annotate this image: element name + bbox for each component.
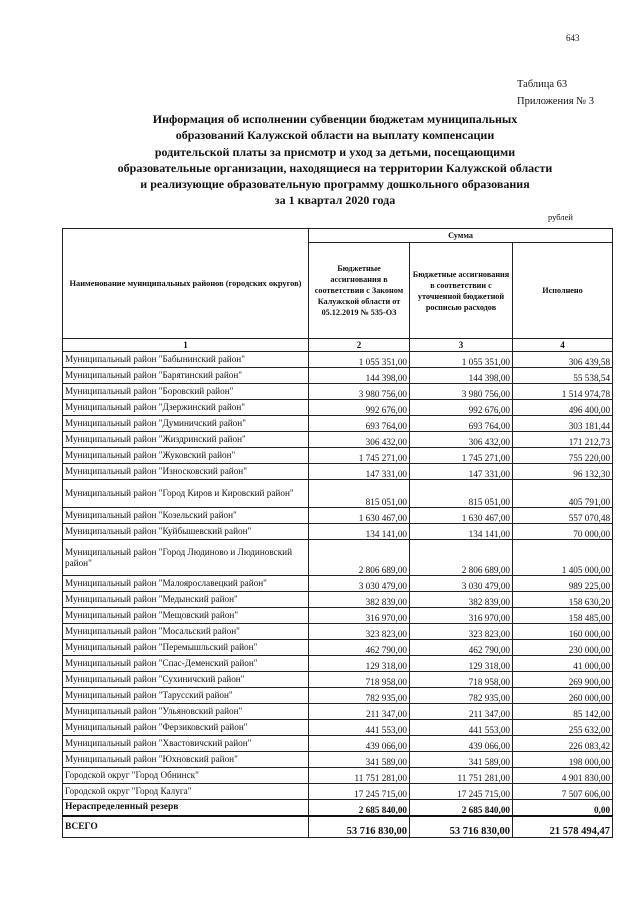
row-executed: 198 000,00 bbox=[513, 752, 613, 768]
row-executed: 4 901 830,00 bbox=[513, 768, 613, 784]
table-row bbox=[63, 432, 613, 448]
row-name: Муниципальный район "Хвастовичский район" bbox=[63, 736, 309, 752]
row-name: Муниципальный район "Козельский район" bbox=[63, 508, 309, 524]
row-law-allocation: 1 745 271,00 bbox=[309, 448, 410, 464]
row-executed: 260 000,00 bbox=[513, 688, 613, 704]
row-executed: 158 485,00 bbox=[513, 608, 613, 624]
column-index: 3 bbox=[410, 339, 513, 352]
row-name: Муниципальный район "Барятинский район" bbox=[63, 368, 309, 384]
row-adjusted-allocation: 718 958,00 bbox=[410, 672, 513, 688]
column-index: 1 bbox=[63, 339, 309, 352]
row-name: Муниципальный район "Город Киров и Кировский район" bbox=[63, 480, 309, 508]
row-name: Городской округ "Город Обнинск" bbox=[63, 768, 309, 784]
row-executed: 158 630,20 bbox=[513, 592, 613, 608]
table-row bbox=[63, 688, 613, 704]
row-adjusted-allocation: 323 823,00 bbox=[410, 624, 513, 640]
table-row bbox=[63, 508, 613, 524]
units-label: рублей bbox=[548, 212, 573, 222]
row-name: Муниципальный район "Думиничский район" bbox=[63, 416, 309, 432]
header-law-allocation: Бюджетные ассигнования в соответствии с Законом Калужской области от 05.12.2019 № 535-ОЗ bbox=[309, 243, 410, 339]
row-adjusted-allocation: 992 676,00 bbox=[410, 400, 513, 416]
appendix-label: Приложения № 3 bbox=[517, 96, 595, 107]
row-executed: 306 439,58 bbox=[513, 352, 613, 368]
row-name: Муниципальный район "Жиздринский район" bbox=[63, 432, 309, 448]
table-row bbox=[63, 368, 613, 384]
table-row bbox=[63, 752, 613, 768]
row-executed: 21 578 494,47 bbox=[513, 816, 613, 838]
title-line: Информация об исполнении субвенции бюджетам муниципальных bbox=[152, 112, 518, 126]
row-law-allocation: 718 958,00 bbox=[309, 672, 410, 688]
row-name: Муниципальный район "Куйбышевский район" bbox=[63, 524, 309, 540]
row-law-allocation: 134 141,00 bbox=[309, 524, 410, 540]
title-line: образований Калужской области на выплату компенсации bbox=[175, 128, 495, 143]
row-name: Муниципальный район "Перемышльский район" bbox=[63, 640, 309, 656]
row-law-allocation: 3 030 479,00 bbox=[309, 576, 410, 592]
title-line: и реализующие образовательную программу дошкольного образования bbox=[140, 177, 530, 192]
row-executed: 96 132,30 bbox=[513, 464, 613, 480]
row-name: Муниципальный район "Сухиничский район" bbox=[63, 672, 309, 688]
table-row bbox=[63, 608, 613, 624]
table-row bbox=[63, 720, 613, 736]
title-line: за 1 квартал 2020 года bbox=[274, 193, 396, 208]
row-executed: 405 791,00 bbox=[513, 480, 613, 508]
table-row bbox=[63, 656, 613, 672]
row-executed: 303 181,44 bbox=[513, 416, 613, 432]
row-executed: 496 400,00 bbox=[513, 400, 613, 416]
row-law-allocation: 462 790,00 bbox=[309, 640, 410, 656]
row-executed: 171 212,73 bbox=[513, 432, 613, 448]
row-law-allocation: 144 398,00 bbox=[309, 368, 410, 384]
row-law-allocation: 17 245 715,00 bbox=[309, 784, 410, 800]
row-executed: 226 083,42 bbox=[513, 736, 613, 752]
row-adjusted-allocation: 441 553,00 bbox=[410, 720, 513, 736]
row-law-allocation: 147 331,00 bbox=[309, 464, 410, 480]
row-adjusted-allocation: 382 839,00 bbox=[410, 592, 513, 608]
row-law-allocation: 211 347,00 bbox=[309, 704, 410, 720]
row-adjusted-allocation: 11 751 281,00 bbox=[410, 768, 513, 784]
title-line: родительской платы за присмотр и уход за детьми, посещающими bbox=[154, 144, 516, 159]
row-name: Муниципальный район "Дзержинский район" bbox=[63, 400, 309, 416]
row-adjusted-allocation: 53 716 830,00 bbox=[410, 816, 513, 838]
row-law-allocation: 992 676,00 bbox=[309, 400, 410, 416]
row-law-allocation: 3 980 756,00 bbox=[309, 384, 410, 400]
table-row bbox=[63, 704, 613, 720]
row-name: Муниципальный район "Спас-Деменский район" bbox=[63, 656, 309, 672]
row-adjusted-allocation: 462 790,00 bbox=[410, 640, 513, 656]
row-adjusted-allocation: 147 331,00 bbox=[410, 464, 513, 480]
row-law-allocation: 323 823,00 bbox=[309, 624, 410, 640]
table-row bbox=[63, 524, 613, 540]
row-name: Муниципальный район "Мещовский район" bbox=[63, 608, 309, 624]
row-executed: 557 070,48 bbox=[513, 508, 613, 524]
row-executed: 0,00 bbox=[513, 800, 613, 816]
table-row bbox=[63, 400, 613, 416]
row-adjusted-allocation: 693 764,00 bbox=[410, 416, 513, 432]
row-law-allocation: 382 839,00 bbox=[309, 592, 410, 608]
row-adjusted-allocation: 439 066,00 bbox=[410, 736, 513, 752]
column-index: 4 bbox=[513, 339, 613, 352]
row-adjusted-allocation: 129 318,00 bbox=[410, 656, 513, 672]
page-number: 643 bbox=[566, 33, 580, 43]
row-adjusted-allocation: 1 055 351,00 bbox=[410, 352, 513, 368]
row-name: Муниципальный район "Город Людиново и Людиновский район" bbox=[63, 540, 309, 576]
row-adjusted-allocation: 2 806 689,00 bbox=[410, 540, 513, 576]
row-name: Муниципальный район "Боровский район" bbox=[63, 384, 309, 400]
row-law-allocation: 1 630 467,00 bbox=[309, 508, 410, 524]
table-row bbox=[63, 640, 613, 656]
subvention-table bbox=[62, 228, 613, 838]
row-executed: 1 514 974,78 bbox=[513, 384, 613, 400]
table-row bbox=[63, 624, 613, 640]
row-name: Муниципальный район "Ферзиковский район" bbox=[63, 720, 309, 736]
table-row bbox=[63, 352, 613, 368]
row-executed: 70 000,00 bbox=[513, 524, 613, 540]
row-adjusted-allocation: 782 935,00 bbox=[410, 688, 513, 704]
row-name: Муниципальный район "Бабынинский район" bbox=[63, 352, 309, 368]
row-law-allocation: 1 055 351,00 bbox=[309, 352, 410, 368]
row-adjusted-allocation: 815 051,00 bbox=[410, 480, 513, 508]
row-executed: 55 538,54 bbox=[513, 368, 613, 384]
row-name: Муниципальный район "Жуковский район" bbox=[63, 448, 309, 464]
table-row bbox=[63, 768, 613, 784]
row-executed: 7 507 606,00 bbox=[513, 784, 613, 800]
row-law-allocation: 316 970,00 bbox=[309, 608, 410, 624]
table-row bbox=[63, 576, 613, 592]
document-title bbox=[90, 111, 580, 209]
row-adjusted-allocation: 211 347,00 bbox=[410, 704, 513, 720]
row-adjusted-allocation: 17 245 715,00 bbox=[410, 784, 513, 800]
row-adjusted-allocation: 3 030 479,00 bbox=[410, 576, 513, 592]
row-name: Муниципальный район "Тарусский район" bbox=[63, 688, 309, 704]
header-name: Наименование муниципальных районов (городских округов) bbox=[63, 229, 309, 339]
row-law-allocation: 129 318,00 bbox=[309, 656, 410, 672]
row-adjusted-allocation: 144 398,00 bbox=[410, 368, 513, 384]
table-row bbox=[63, 736, 613, 752]
row-executed: 160 000,00 bbox=[513, 624, 613, 640]
row-law-allocation: 441 553,00 bbox=[309, 720, 410, 736]
table-row bbox=[63, 816, 613, 838]
row-law-allocation: 306 432,00 bbox=[309, 432, 410, 448]
row-name: Городской округ "Город Калуга" bbox=[63, 784, 309, 800]
table-row bbox=[63, 592, 613, 608]
column-index: 2 bbox=[309, 339, 410, 352]
row-name: Муниципальный район "Износковский район" bbox=[63, 464, 309, 480]
table-row bbox=[63, 464, 613, 480]
row-adjusted-allocation: 1 630 467,00 bbox=[410, 508, 513, 524]
row-law-allocation: 439 066,00 bbox=[309, 736, 410, 752]
row-executed: 755 220,00 bbox=[513, 448, 613, 464]
row-executed: 989 225,00 bbox=[513, 576, 613, 592]
table-row bbox=[63, 800, 613, 816]
table-row bbox=[63, 784, 613, 800]
row-name: Муниципальный район "Мосальский район" bbox=[63, 624, 309, 640]
row-adjusted-allocation: 3 980 756,00 bbox=[410, 384, 513, 400]
header-executed: Исполнено bbox=[513, 243, 613, 339]
row-executed: 41 000,00 bbox=[513, 656, 613, 672]
row-executed: 255 632,00 bbox=[513, 720, 613, 736]
row-name: ВСЕГО bbox=[63, 816, 309, 838]
row-name: Муниципальный район "Медынский район" bbox=[63, 592, 309, 608]
row-name: Нераспределенный резерв bbox=[63, 800, 309, 816]
row-adjusted-allocation: 306 432,00 bbox=[410, 432, 513, 448]
header-sum: Сумма bbox=[309, 229, 613, 243]
column-index-row bbox=[63, 339, 613, 352]
title-line: образовательные организации, находящиеся на территории Калужской области bbox=[117, 160, 553, 175]
row-adjusted-allocation: 316 970,00 bbox=[410, 608, 513, 624]
row-name: Муниципальный район "Юхновский район" bbox=[63, 752, 309, 768]
table-row bbox=[63, 384, 613, 400]
table-row bbox=[63, 480, 613, 508]
table-row bbox=[63, 448, 613, 464]
row-law-allocation: 693 764,00 bbox=[309, 416, 410, 432]
row-law-allocation: 11 751 281,00 bbox=[309, 768, 410, 784]
table-label: Таблица 63 bbox=[517, 79, 568, 90]
row-adjusted-allocation: 341 589,00 bbox=[410, 752, 513, 768]
row-name: Муниципальный район "Малоярославецкий район" bbox=[63, 576, 309, 592]
header-adjusted-allocation: Бюджетные ассигнования в соответствии с уточненной бюджетной росписью расходов bbox=[410, 243, 513, 339]
row-law-allocation: 815 051,00 bbox=[309, 480, 410, 508]
row-executed: 1 405 000,00 bbox=[513, 540, 613, 576]
row-adjusted-allocation: 1 745 271,00 bbox=[410, 448, 513, 464]
row-adjusted-allocation: 134 141,00 bbox=[410, 524, 513, 540]
row-law-allocation: 782 935,00 bbox=[309, 688, 410, 704]
table-row bbox=[63, 416, 613, 432]
row-executed: 230 000,00 bbox=[513, 640, 613, 656]
row-executed: 85 142,00 bbox=[513, 704, 613, 720]
row-law-allocation: 341 589,00 bbox=[309, 752, 410, 768]
row-law-allocation: 2 806 689,00 bbox=[309, 540, 410, 576]
table-row bbox=[63, 672, 613, 688]
row-executed: 269 900,00 bbox=[513, 672, 613, 688]
row-adjusted-allocation: 2 685 840,00 bbox=[410, 800, 513, 816]
row-name: Муниципальный район "Ульяновский район" bbox=[63, 704, 309, 720]
table-row bbox=[63, 540, 613, 576]
row-law-allocation: 2 685 840,00 bbox=[309, 800, 410, 816]
row-law-allocation: 53 716 830,00 bbox=[309, 816, 410, 838]
